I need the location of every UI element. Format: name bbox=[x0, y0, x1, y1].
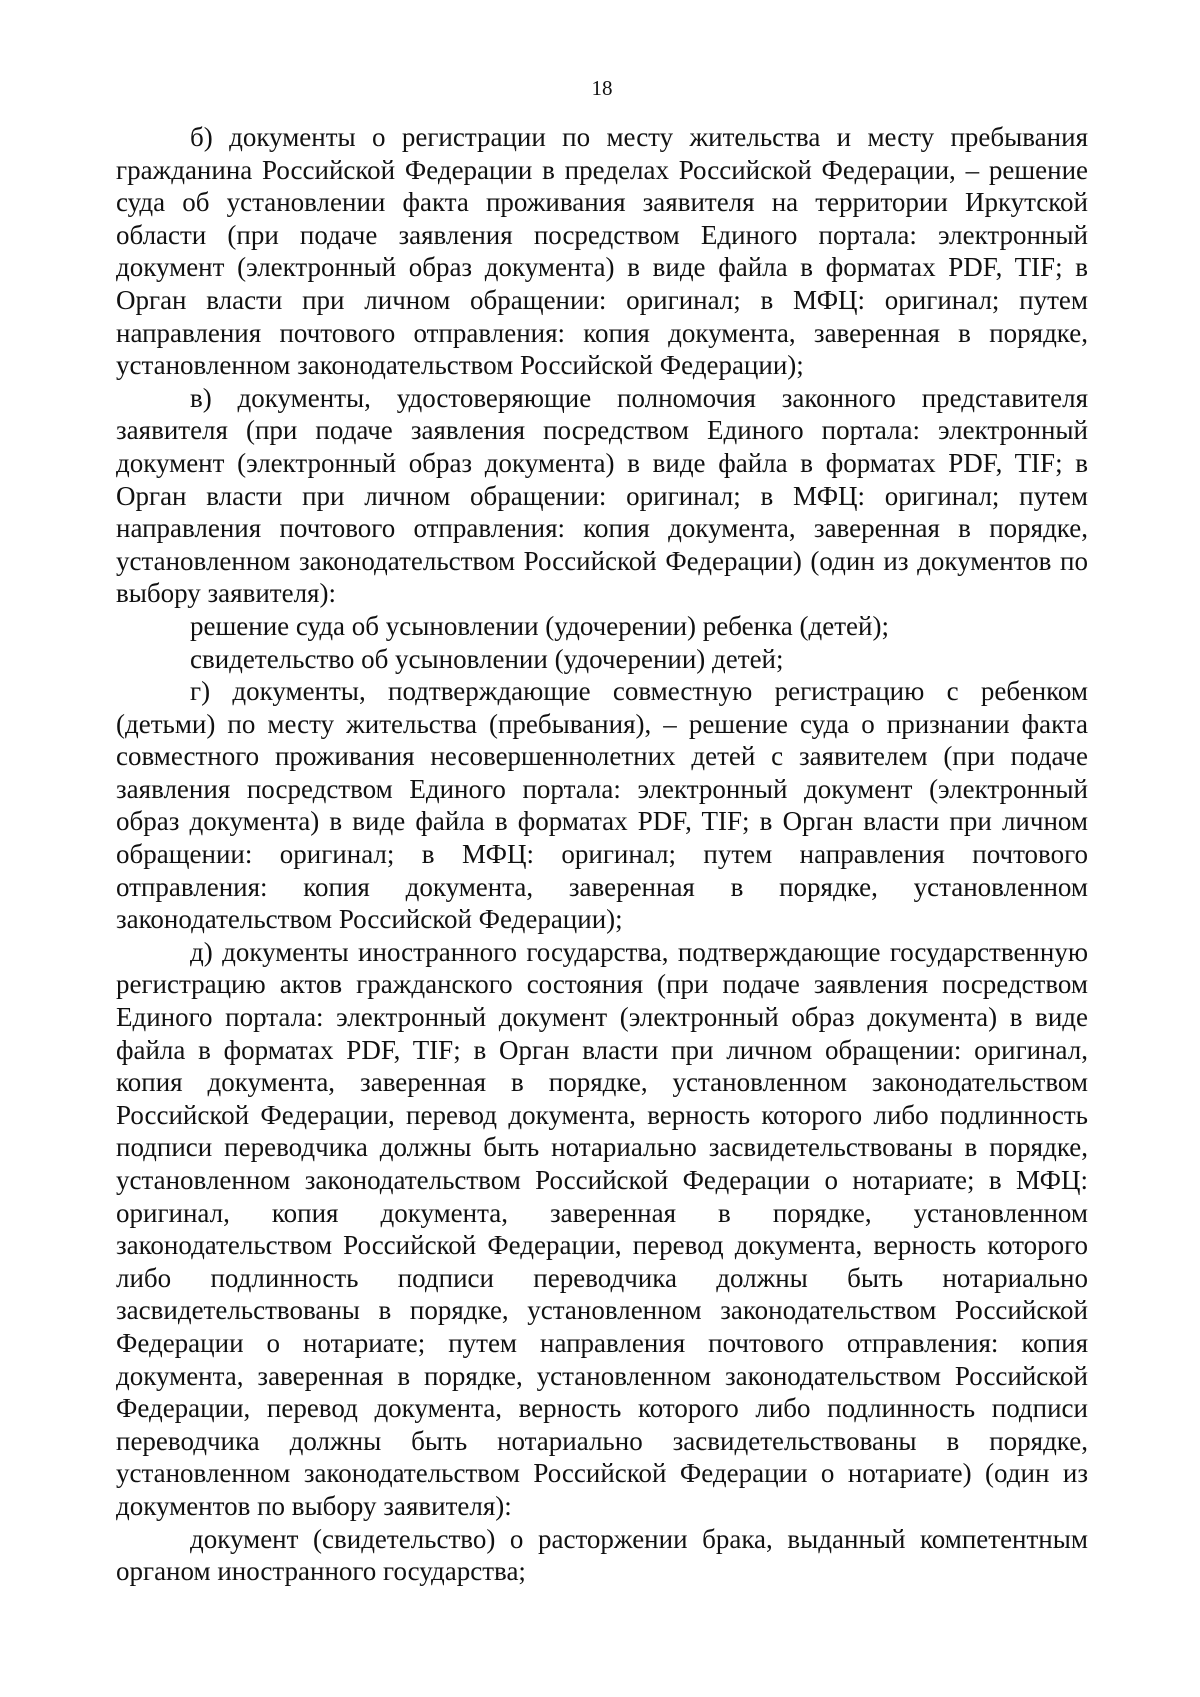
list-item-adoption-court-decision: решение суда об усыновлении (удочерении) ребенка (детей); bbox=[190, 610, 889, 641]
paragraph-b-residence-documents: б) документы о регистрации по месту жительства и месту пребывания гражданина Российской Федерации в пределах Российской Федерации, – решение суда об установлении факта проживания заявителя на территории Иркутской области (при подаче заявления посредством Единого портала: электронный документ (электронный образ документа) в виде файла в форматах PDF, TIF; в Орган власти при личном обращении: оригинал; в МФЦ: оригинал; путем направления почтового отправления: копия документа, заверенная в порядке, установленном законодательством Российской Федерации); bbox=[116, 122, 1088, 381]
paragraph-g-joint-registration-documents: г) документы, подтверждающие совместную регистрацию с ребенком (детьми) по месту жительства (пребывания), – решение суда о признании факта совместного проживания несовершеннолетних детей с заявителем (при подаче заявления посредством Единого портала: электронный документ (электронный образ документа) в виде файла в форматах PDF, TIF; в Орган власти при личном обращении: оригинал; в МФЦ: оригинал; путем направления почтового отправления: копия документа, заверенная в порядке, установленном законодательством Российской Федерации); bbox=[116, 676, 1088, 935]
page-number: 18 bbox=[591, 76, 613, 100]
document-body bbox=[116, 121, 1088, 1588]
list-item-divorce-certificate: документ (свидетельство) о расторжении брака, выданный компетентным органом иностранного государства; bbox=[116, 1523, 1088, 1587]
paragraph-v-representative-documents: в) документы, удостоверяющие полномочия законного представителя заявителя (при подаче заявления посредством Единого портала: электронный документ (электронный образ документа) в виде файла в форматах PDF, TIF; в Орган власти при личном обращении: оригинал; в МФЦ: оригинал; путем направления почтового отправления: копия документа, заверенная в порядке, установленном законодательством Российской Федерации) (один из документов по выбору заявителя): bbox=[116, 382, 1088, 609]
list-item-adoption-certificate: свидетельство об усыновлении (удочерении) детей; bbox=[190, 643, 784, 674]
paragraph-d-foreign-state-documents: д) документы иностранного государства, подтверждающие государственную регистрацию актов гражданского состояния (при подаче заявления посредством Единого портала: электронный документ (электронный образ документа) в виде файла в форматах PDF, TIF; в Орган власти при личном обращении: оригинал, копия документа, заверенная в порядке, установленном законодательством Российской Федерации, перевод документа, верность которого либо подлинность подписи переводчика должны быть нотариально засвидетельствованы в порядке, установленном законодательством Российской Федерации о нотариате; в МФЦ: оригинал, копия документа, заверенная в порядке, установленном законодательством Российской Федерации, перевод документа, верность которого либо подлинность подписи переводчика должны быть нотариально засвидетельствованы в порядке, установленном законодательством Российской Федерации о нотариате; путем направления почтового отправления: копия документа, заверенная в порядке, установленном законодательством Российской Федерации, перевод документа, верность которого либо подлинность подписи переводчика должны быть нотариально засвидетельствованы в порядке, установленном законодательством Российской Федерации о нотариате) (один из документов по выбору заявителя): bbox=[116, 936, 1088, 1521]
